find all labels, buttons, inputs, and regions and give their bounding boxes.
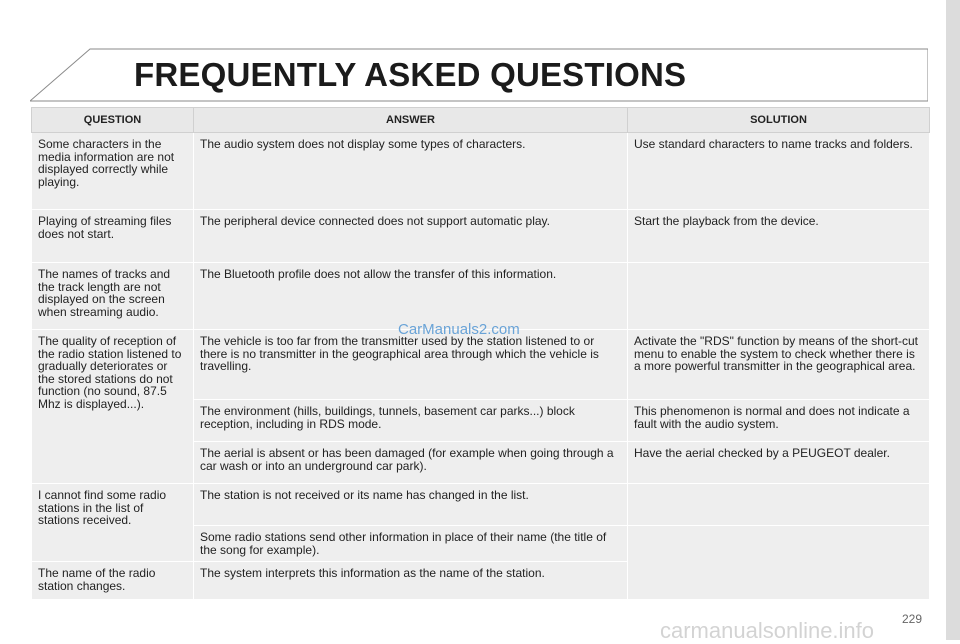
answer-cell: The aerial is absent or has been damaged (for example when going through a car wash or into an underground car park). (194, 442, 628, 484)
solution-cell (628, 263, 930, 330)
page-header (30, 44, 928, 102)
answer-cell: The station is not received or its name has changed in the list. (194, 484, 628, 526)
watermark-text: CarManuals2.com (398, 321, 520, 338)
page-title: FREQUENTLY ASKED QUESTIONS (134, 56, 687, 93)
solution-cell (628, 526, 930, 600)
page-edge-bar (946, 0, 960, 640)
answer-cell: Some radio stations send other information in place of their name (the title of the song for example). (194, 526, 628, 562)
question-cell: Some characters in the media information are not displayed correctly while playing. (32, 133, 194, 210)
question-cell: The name of the radio station changes. (32, 562, 194, 600)
solution-cell (628, 484, 930, 526)
table-row (32, 484, 930, 526)
faq-table (31, 107, 929, 600)
page-number: 229 (902, 612, 923, 626)
solution-cell: Use standard characters to name tracks and folders. (628, 133, 930, 210)
question-cell: The names of tracks and the track length are not displayed on the screen when streaming audio. (32, 263, 194, 330)
answer-cell: The environment (hills, buildings, tunnels, basement car parks...) block reception, including in RDS mode. (194, 400, 628, 442)
question-cell: Playing of streaming files does not start. (32, 210, 194, 263)
answer-cell: The vehicle is too far from the transmitter used by the station listened to or there is no transmitter in the geographical area through which the vehicle is travelling. (194, 330, 628, 400)
answer-cell: The audio system does not display some types of characters. (194, 133, 628, 210)
column-header-solution: SOLUTION (628, 108, 930, 133)
table-row (32, 210, 930, 263)
column-header-answer: ANSWER (194, 108, 628, 133)
answer-cell: The peripheral device connected does not support automatic play. (194, 210, 628, 263)
column-header-question: QUESTION (32, 108, 194, 133)
answer-cell: The system interprets this information as the name of the station. (194, 562, 628, 600)
question-cell: The quality of reception of the radio station listened to gradually deteriorates or the stored stations do not function (no sound, 87.5 Mhz is displayed...). (32, 330, 194, 484)
table-header-row (32, 108, 930, 133)
solution-cell: Start the playback from the device. (628, 210, 930, 263)
table-row (32, 133, 930, 210)
solution-cell: Activate the "RDS" function by means of the short-cut menu to enable the system to check whether there is a more powerful transmitter in the geographical area. (628, 330, 930, 400)
question-cell: I cannot find some radio stations in the list of stations received. (32, 484, 194, 562)
solution-cell: Have the aerial checked by a PEUGEOT dealer. (628, 442, 930, 484)
footer-watermark: carmanualsonline.info (660, 618, 875, 643)
table-row (32, 263, 930, 330)
table-row (32, 330, 930, 400)
solution-cell: This phenomenon is normal and does not indicate a fault with the audio system. (628, 400, 930, 442)
answer-cell: The Bluetooth profile does not allow the transfer of this information. (194, 263, 628, 330)
